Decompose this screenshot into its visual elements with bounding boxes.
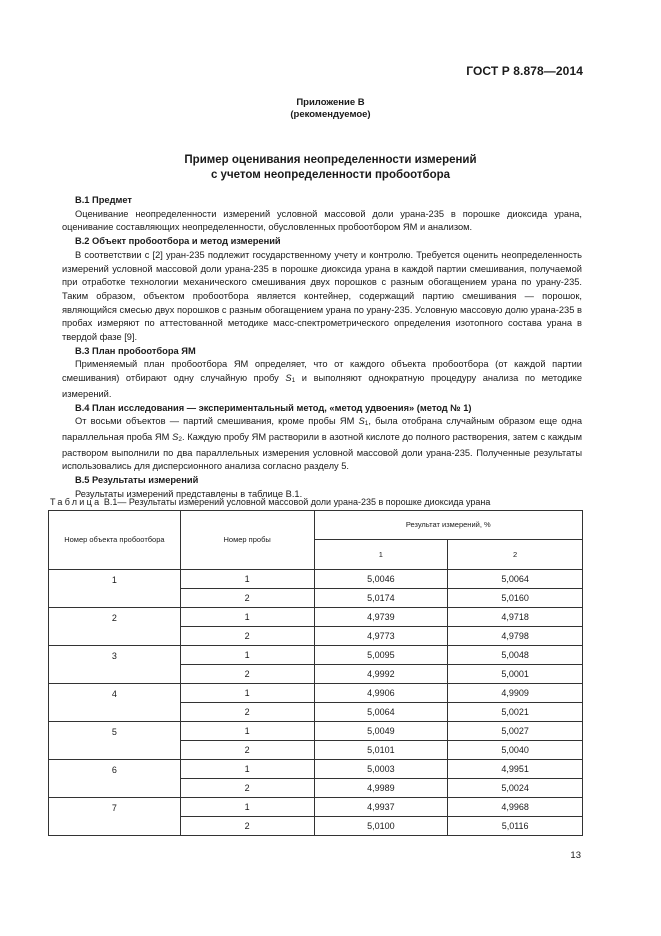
result-1-cell: 5,0064 (314, 703, 448, 722)
result-1-cell: 5,0003 (314, 760, 448, 779)
sample-number-cell: 1 (180, 798, 314, 817)
result-1-cell: 4,9773 (314, 627, 448, 646)
table-row (49, 722, 583, 741)
sample-number-cell: 2 (180, 779, 314, 798)
table-row (49, 646, 583, 665)
header-result: Результат измерений, % (314, 511, 583, 540)
result-1-cell: 4,9906 (314, 684, 448, 703)
sample-number-cell: 2 (180, 741, 314, 760)
sample-number-cell: 1 (180, 722, 314, 741)
sample-number-cell: 2 (180, 817, 314, 836)
result-1-cell: 4,9992 (314, 665, 448, 684)
section-b4-text: От восьми объектов — партий смешивания, кроме пробы ЯМ S1, была отобрана случайным образом еще одна параллельная проба ЯМ S2. Каждую пробу ЯМ растворили в азотной кислоте до полного растворения, затем с каждым раствором выполнили по два параллельных измерения условной массовой доли урана-235. Полученные результаты использовались для дисперсионного анализа согласно разделу 5. (62, 416, 582, 472)
symbol-s1: S (358, 416, 365, 427)
result-1-cell: 5,0100 (314, 817, 448, 836)
table-row (49, 760, 583, 779)
result-2-cell: 5,0040 (448, 741, 583, 760)
header-result-2: 2 (448, 540, 583, 570)
header-sample-number: Номер пробы (180, 511, 314, 570)
result-2-cell: 5,0021 (448, 703, 583, 722)
result-1-cell: 4,9937 (314, 798, 448, 817)
header-object-number: Номер объекта пробоотбора (49, 511, 181, 570)
section-b1-text: Оценивание неопределенности измерений условной массовой доли урана-235 в порошке диоксида урана, оценивание составляющих неопределенности, обусловленных пробоотбором ЯМ и анализом. (62, 208, 582, 233)
section-b1-heading: В.1 Предмет (75, 195, 132, 205)
appendix-note: (рекомендуемое) (290, 109, 371, 120)
table-row (49, 684, 583, 703)
title-line-1: Пример оценивания неопределенности измерений (184, 154, 477, 166)
header-result-1: 1 (314, 540, 448, 570)
result-2-cell: 5,0160 (448, 589, 583, 608)
result-2-cell: 4,9909 (448, 684, 583, 703)
symbol-s2: S (172, 431, 179, 442)
symbol-s1: S (285, 373, 292, 384)
section-b5-heading: В.5 Результаты измерений (75, 475, 199, 486)
object-number-cell: 6 (49, 760, 181, 798)
section-b3-text: Применяемый план пробоотбора ЯМ определяет, что от каждого объекта пробоотбора (от каждой партии смешивания) отбирают одну случайную пробу S1 и выполняют однократную процедуру анализа по методике измерений. (62, 359, 582, 399)
body-text (62, 194, 582, 501)
result-1-cell: 5,0174 (314, 589, 448, 608)
result-2-cell: 5,0048 (448, 646, 583, 665)
result-2-cell: 5,0001 (448, 665, 583, 684)
appendix-label: Приложение В (296, 97, 365, 108)
table-caption-text: В.1— Результаты измерений условной массовой доли урана-235 в порошке диоксида урана (101, 497, 491, 507)
result-1-cell: 5,0095 (314, 646, 448, 665)
sample-number-cell: 2 (180, 589, 314, 608)
table-row (49, 570, 583, 589)
results-table (48, 510, 583, 836)
result-1-cell: 5,0101 (314, 741, 448, 760)
result-1-cell: 5,0046 (314, 570, 448, 589)
sample-number-cell: 1 (180, 608, 314, 627)
sample-number-cell: 2 (180, 703, 314, 722)
object-number-cell: 5 (49, 722, 181, 760)
sample-number-cell: 2 (180, 627, 314, 646)
sample-number-cell: 1 (180, 570, 314, 589)
section-b5-text: Результаты измерений представлены в таблице В.1. (75, 488, 303, 499)
sample-number-cell: 1 (180, 760, 314, 779)
table-row (49, 608, 583, 627)
table-row (49, 798, 583, 817)
object-number-cell: 2 (49, 608, 181, 646)
standard-code: ГОСТ Р 8.878—2014 (466, 64, 583, 78)
object-number-cell: 4 (49, 684, 181, 722)
result-2-cell: 5,0027 (448, 722, 583, 741)
result-2-cell: 4,9968 (448, 798, 583, 817)
result-2-cell: 4,9718 (448, 608, 583, 627)
sample-number-cell: 2 (180, 665, 314, 684)
appendix-heading (0, 97, 661, 121)
title-line-2: с учетом неопределенности пробоотбора (210, 169, 451, 181)
result-1-cell: 5,0049 (314, 722, 448, 741)
result-1-cell: 4,9989 (314, 779, 448, 798)
page-number: 13 (570, 850, 581, 861)
section-b2-text: В соответствии с [2] уран-235 подлежит государственному учету и контролю. Требуется оценить неопределенность измерений условной массовой доли урана-235 в порошке диоксида урана в каждой партии смешивания, получаемой при отработке технологии механического смешивания двух порошков с разным обогащением урана по урану-235. Таким образом, объектом пробоотбора является контейнер, содержащий партию смешивания — порошок, являющийся смесью двух порошков с разным обогащением урана по урану-235. Условную массовую долю урана-235 в пробах измеряют по аттестованной методике масс-спектрометрического определения изотопного состава урана в твердой фазе [9]. (62, 249, 582, 343)
section-b2-heading: В.2 Объект пробоотбора и метод измерений (75, 236, 281, 247)
result-2-cell: 5,0116 (448, 817, 583, 836)
result-2-cell: 4,9951 (448, 760, 583, 779)
section-b4-heading: В.4 План исследования — экспериментальный метод, «метод удвоения» (метод № 1) (75, 402, 472, 413)
result-2-cell: 5,0024 (448, 779, 583, 798)
sample-number-cell: 1 (180, 646, 314, 665)
sample-number-cell: 1 (180, 684, 314, 703)
result-2-cell: 4,9798 (448, 627, 583, 646)
result-2-cell: 5,0064 (448, 570, 583, 589)
object-number-cell: 3 (49, 646, 181, 684)
section-b3-heading: В.3 План пробоотбора ЯМ (75, 345, 196, 356)
table-body (49, 570, 583, 836)
table-caption (50, 496, 610, 508)
object-number-cell: 7 (49, 798, 181, 836)
document-title (0, 153, 661, 183)
result-1-cell: 4,9739 (314, 608, 448, 627)
table-caption-word: Таблица (50, 497, 102, 507)
object-number-cell: 1 (49, 570, 181, 608)
